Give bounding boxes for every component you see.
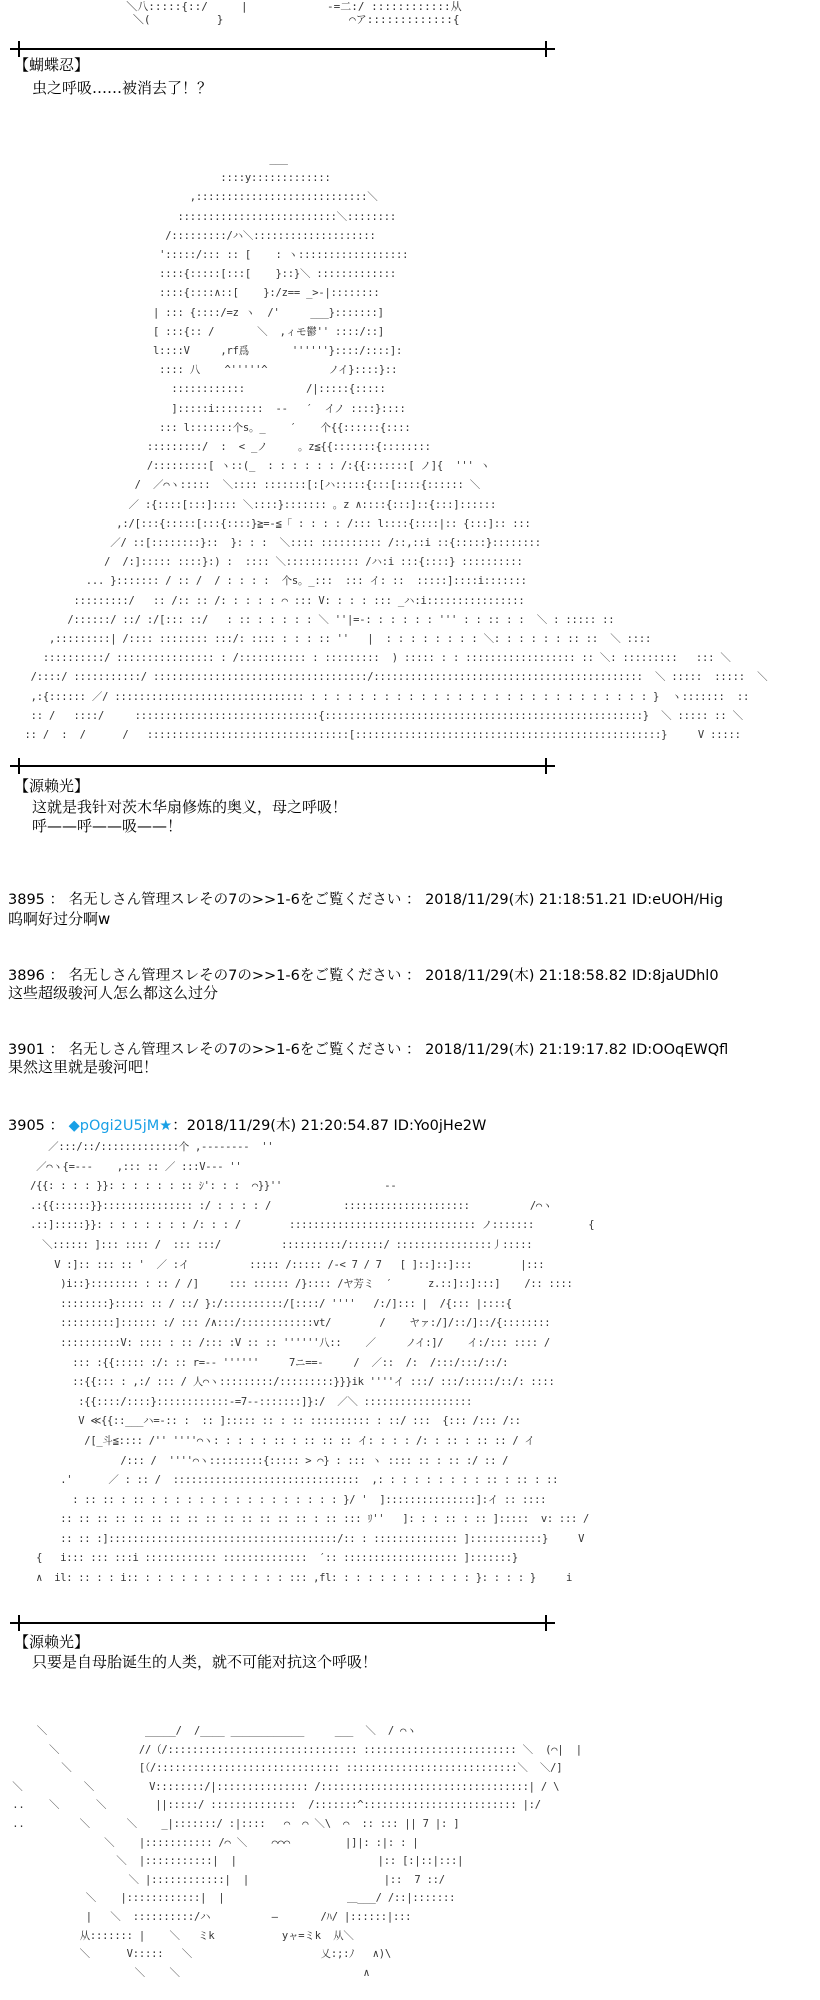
post-header: 3896 ： 名无しさん管理スレその7の>>1-6をご覧ください ： 2018/11/29(木) 21:18:58.82 ID:8jaUDhl0 bbox=[8, 968, 719, 984]
post-header: 3905 ： ◆pOgi2U5jM★：2018/11/29(木) 21:20:54.87 ID:Yo0jHe2W bbox=[8, 1118, 487, 1134]
divider-tick bbox=[18, 41, 20, 57]
ascii-art-figure-1: ___ ::::y::::::::::::: ,::::::::::::::::::::::::::::＼ ::::::::::::::::::::::::::＼:::::::: /:::::::::/ハ＼:::::::::::::::::::: ':::::/::: :: [ : ヽ:::::::::::::::::: ::::{:::::[:::[ }::}＼ ::::::::::::: ::::{::::∧::[ }:/z== _>-|:::::::: | ::: {::::/=z ヽ /' ___}:::::::] [ :::{:: / ＼ ,ィモ鬱'' ::::/::] l::::V ,rf爲 ''''''}::::/::::]: :::: 八 ^'''''^ ノイ}::::}:: :::::::::::: /|:::::{::::: ]:::::i:::::::: -- ′ イノ ::::}:::: ::: l:::::::个s。_ ′ 个{{::::::{:::: :::::::::/ : < _ノ 。z≦{{:::::::{:::::::: /:::::::::[ ヽ::(_ : : : : : : /:{{:::::::[ ノ]{ ''' ヽ / ／⌒ヽ::::: ＼:::: :::::::[:[ハ:::::{:::[::::{:::::: ＼ ／ :{::::[:::]:::: ＼::::}::::::: 。z ∧::::{:::]::{:::]:::::: ,:/[:::{:::::[:::{::::}≧=-≦「 : : : : /::: l::::{::::|:: {:::]:: ::: ／/ ::[::::::::}:: }: : : ＼:::: :::::::::: /::,::i ::{:::::}:::::::: / /:]::::: ::::}:) : :::: ＼:::::::::::: /ハ:i :::{::::} :::::::::: ... }::::::: / :: / / : : : : 个s。_::: ::: イ: :: :::::]::::i::::::: :::::::::/ :: /:: :: /: : : : : ⌒ ::: V: : : : ::: _ハ:i:::::::::::::::: /::::::/ ::/ :/[::: ::/ : :: : : : : : ＼ ''|=-: : : : : : ''' : : :: : : ＼ : ::::: :: ,:::::::::| /:::: :::::::: :::/: :::: : : : :: '' | : : : : : : : : ＼: : : : : : :: :: ＼ :::: ::::::::::/ :::::::::::::::: : /::::::::::: : ::::::::: ) ::::: : : :::::::::::::::::: :: ＼: ::::::::: ::: ＼ /::::/ :::::::::::/ :::::::::::::::::::::::::::::::::::/:::::::::::::::::::::::::::::::::::::::::::: ＼ ::::: ::::: ＼ ,:{:::::: ／/ ::::::::::::::::::::::::::::::: : : : : : : : : : : : : : : : : : : : : : : : : : : : : } ヽ::::::: :: :: / ::::/ ::::::::::::::::::::::::::::::{::::::::::::::::::::::::::::::::::::::::::::::::::::} ＼ ::::: :: ＼ :: / : / / :::::::::::::::::::::::::::::::::[::::::::::::::::::::::::::::::::::::::::::::::::::} V ::::: bbox=[24, 153, 768, 742]
poster-name: 名无しさん管理スレその7の>>1-6をご覧ください bbox=[68, 1042, 402, 1058]
post-datetime: 2018/11/29(木) 21:20:54.87 bbox=[186, 1118, 389, 1134]
divider-tick bbox=[545, 1615, 547, 1631]
post-datetime: 2018/11/29(木) 21:19:17.82 bbox=[425, 1042, 628, 1058]
divider-tick bbox=[545, 758, 547, 774]
speaker-label: 【蝴蝶忍】 bbox=[14, 56, 90, 74]
dialogue-line: 这就是我针对茨木华扇修炼的奥义，母之呼吸！ bbox=[32, 798, 348, 816]
divider-3 bbox=[10, 1622, 555, 1624]
ascii-art-top: ＼八:::::{::/ | -=二:/ ::::::::::::从 ＼( } ⌒ア:::::::::::::{ bbox=[126, 0, 462, 26]
post-datetime: 2018/11/29(木) 21:18:58.82 bbox=[425, 968, 628, 984]
post-datetime: 2018/11/29(木) 21:18:51.21 bbox=[425, 892, 628, 908]
ascii-art-figure-3: ＼ _____/ /____ ____________ ___ ＼ / ⌒ヽ ＼ //（/::::::::::::::::::::::::::::::: ::::::::::::::::::::::::: ＼ (⌒| | ＼ [（/:::::::::::::::::::::::::::::: ::::::::::::::::::::::::::::＼ ＼/] ＼ ＼ V::::::::/|::::::::::::::: /::::::::::::::::::::::::::::::::::| / \ .. ＼ ＼ ||:::::/ :::::::::::::: /:::::::^::::::::::::::::::::::::: |:/ .. ＼ ＼ _|:::::::/ :|:::: ⌒ ⌒ ＼\ ⌒ :: ::: || 7 |: ] ＼ |::::::::::: /⌒ ＼ ⌒⌒⌒ |]|: :|: : | ＼ |:::::::::::| | |:: [:|::|:::| ＼ |::::::::::::| | |:: 7 ::/ ＼ |::::::::::::| | ＿___/ /::|::::::: | ＼ ::::::::::/ハ — /ﾊ/ |::::::|::: 从::::::: | ＼ ミk yャ=ミk 从＼ ＼ V::::: ＼ 乂:;:ﾉ ∧)\ ＼ ＼ ∧ bbox=[12, 1725, 582, 1979]
speaker-label: 【源赖光】 bbox=[14, 777, 90, 795]
divider-tick bbox=[18, 1615, 20, 1631]
divider-2 bbox=[10, 765, 555, 767]
divider-1 bbox=[10, 48, 555, 50]
post-body: 这些超级骏河人怎么都这么过分 bbox=[8, 984, 219, 1002]
speaker-label: 【源赖光】 bbox=[14, 1633, 90, 1651]
poster-name: 名无しさん管理スレその7の>>1-6をご覧ください bbox=[68, 892, 402, 908]
post-header: 3895 ： 名无しさん管理スレその7の>>1-6をご覧ください ： 2018/11/29(木) 21:18:51.21 ID:eUOH/Hig bbox=[8, 892, 724, 908]
poster-id: ID:8jaUDhl0 bbox=[631, 968, 719, 984]
post-number: 3901 bbox=[8, 1042, 45, 1058]
poster-id: ID:OOqEWQfl bbox=[631, 1042, 729, 1058]
post-number: 3895 bbox=[8, 892, 45, 908]
divider-tick bbox=[545, 41, 547, 57]
post-body: 果然这里就是骏河吧！ bbox=[8, 1058, 159, 1076]
dialogue-line: 只要是自母胎诞生的人类，就不可能对抗这个呼吸！ bbox=[32, 1653, 378, 1671]
star-icon: ★ bbox=[159, 1118, 173, 1134]
post-header: 3901 ： 名无しさん管理スレその7の>>1-6をご覧ください ： 2018/11/29(木) 21:19:17.82 ID:OOqEWQfl bbox=[8, 1042, 729, 1058]
dialogue-line: 虫之呼吸……被消去了！？ bbox=[32, 79, 213, 97]
poster-id: ID:Yo0jHe2W bbox=[393, 1118, 487, 1134]
post-number: 3905 bbox=[8, 1118, 45, 1134]
ascii-art-figure-2: ／:::/::/:::::::::::::个 ,-------- '' ／⌒ヽ{=--- ,::: :: ／ :::V--- '' /{{: : : : }}: : : : : : :: ｼ': : : ⌒}}'' -- .:{{::::::}}::::::::::::::: :/ : : : : / ::::::::::::::::::::: /⌒ヽ .::]:::::}}: : : : : : : : /: : : / ::::::::::::::::::::::::::::::: ノ::::::: { ＼:::::: ]::: :::: / ::: :::/ ::::::::::/::::::/ ::::::::::::::::丿::::: V :]:: ::: :: ' ／ :イ ::::: /::::: /-< 7 / 7 [ ]::]::]::: |::: )i::}:::::::: : :: / /] ::: :::::: /}:::: /ヤ芳ミ ′ z.::]::]:::] /:: :::: ::::::::}::::: :: / ::/ }:/::::::::::/[::::/ '''' /:/]::: | /{::: |::::{ :::::::::]:::::: :/ ::: /∧:::/::::::::::::vt/ / ヤァ:/]/::/]::/{:::::::: ::::::::::V: :::: : :: /::: :V :: :: ''''''八:: ／ ノイ:]/ イ:/::: :::: / ::: :{{::::: :/: :: r=-- '''''' 7ニ==- / ／:: /: /:::/:::/::/: ::{{::: : ,:/ ::: / 人⌒ヽ:::::::::/:::::::::}}}ik ''''イ :::/ :::/:::::/::/: :::: :{{::::/::::}::::::::::::-=7--:::::::]}:/ ／＼ :::::::::::::::::: V ≪{{::___ハ=-:: : :: ]::::: :: : :: :::::::::: : ::/ ::: {::: /::: /:: /[_斗≦:::: /'' ''''⌒ヽ: : : : : :: : :: :: :: イ: : : : /: : :: : :: :: / イ /::: / ''''⌒ヽ:::::::::{::::: > ⌒} : ::: ヽ :::: :: : :: :/ :: / .' ／ : :: / ::::::::::::::::::::::::::::::: ,: : : : : : : : : :: : :: : :: : :: :: : :: : : : : : : : : : : : : : : : : }/ ' ]:::::::::::::::]:イ :: :::: :: :: :: :: :: :: :: :: :: :: :: :: :: :: : :: ::: ﾘ'' ]: : : :: : :: ]::::: v: ::: / :: :: :]::::::::::::::::::::::::::::::::::::::/:: : :::::::::::::: ]::::::::::::} V { i::: ::: :::i :::::::::::: :::::::::::::: ′:: ::::::::::::::::::: ]:::::::} ∧ il: :: : : i:: : : : : : : : : : : : : ::: ,fl: : : : : : : : : : : : }: : : : } i bbox=[30, 1141, 595, 1585]
divider-tick bbox=[18, 758, 20, 774]
post-body: 呜啊好过分啊w bbox=[8, 910, 111, 928]
poster-trip: ◆pOgi2U5jM bbox=[68, 1118, 160, 1134]
post-number: 3896 bbox=[8, 968, 45, 984]
dialogue-line: 呼——呼——吸——！ bbox=[32, 817, 183, 835]
poster-id: ID:eUOH/Hig bbox=[631, 892, 724, 908]
poster-name: 名无しさん管理スレその7の>>1-6をご覧ください bbox=[68, 968, 402, 984]
